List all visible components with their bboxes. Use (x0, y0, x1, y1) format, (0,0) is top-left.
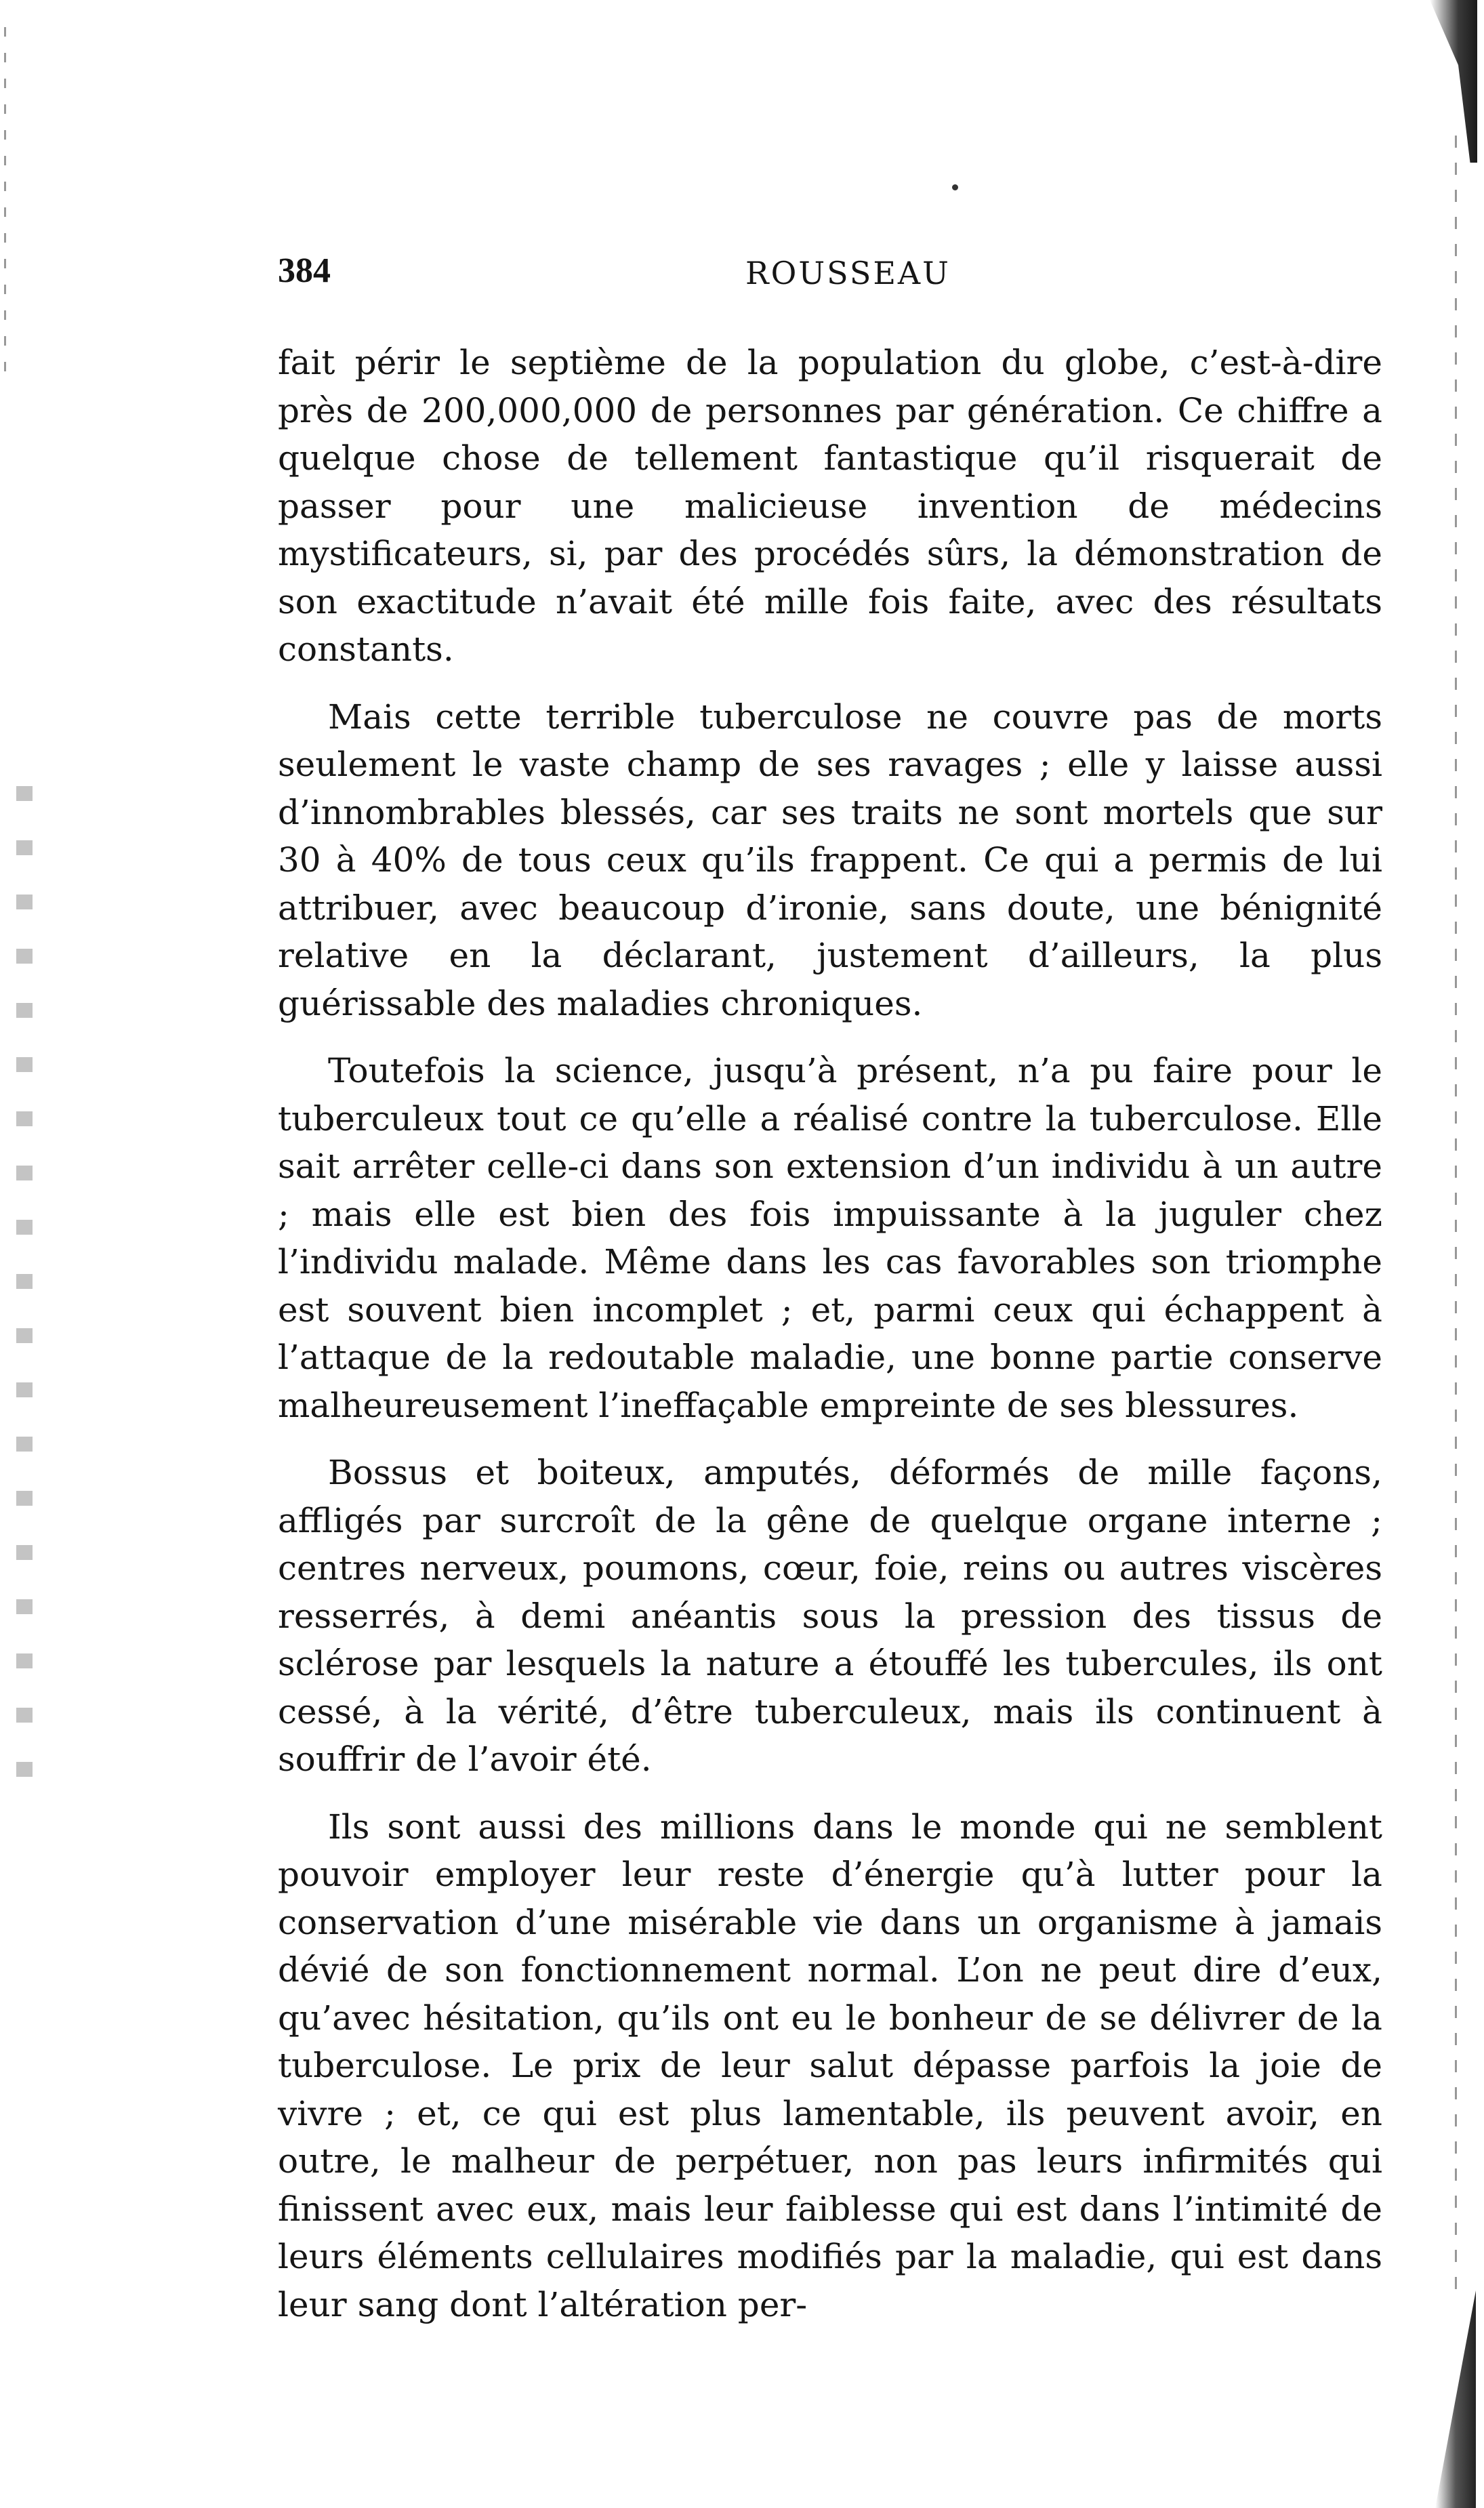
paragraph: Bossus et boiteux, amputés, déformés de mille façons, affligés par surcroît de la gêne de quelque organe interne ; centres nerveux, poumons, cœur, foie, reins ou autres viscères resserrés, à demi anéantis sous la pression des tissus de sclérose par lesquels la nature a étouffé les tubercules, ils ont cessé, à la vérité, d’être tuberculeux, mais ils continuent à souffrir de l’avoir été. (278, 1453, 1382, 1779)
page-edge-line (1455, 136, 1457, 2304)
paragraph: Ils sont aussi des millions dans le monde qui ne semblent pouvoir employer leur reste d’énergie qu’à lutter pour la conservation d’une misérable vie dans un organisme à jamais dévié de son fonctionnement normal. L’on ne peut dire d’eux, qu’avec hésitation, qu’ils ont eu le bonheur de se délivrer de la tuberculose. Le prix de leur salut dépasse parfois la joie de vivre ; et, ce qui est plus lamentable, ils peuvent avoir, en outre, le malheur de perpétuer, non pas leurs infirmités qui finissent avec eux, mais leur faiblesse qui est dans l’intimité de leurs éléments cellulaires modifiés par la maladie, qui est dans leur sang dont l’altération per- (278, 1807, 1382, 2324)
page-number: 384 (278, 251, 331, 290)
right-margin-scan-shadow (1420, 0, 1484, 2508)
bottom-corner-shadow (1435, 2290, 1476, 2508)
body-text (278, 339, 1382, 2348)
ink-speck (952, 184, 958, 190)
paragraph: Mais cette terrible tuberculose ne couvre pas de morts seulement le vaste champ de ses ravages ; elle y laisse aussi d’innombrables blessés, car ses traits ne sont mortels que sur 30 à 40% de tous ceux qu’ils frappent. Ce qui a permis de lui attribuer, avec beaucoup d’ironie, sans doute, une bénignité relative en la déclarant, justement d’ailleurs, la plus guérissable des maladies chroniques. (278, 697, 1382, 1023)
left-edge-marks (16, 786, 33, 1816)
left-edge-dashes (4, 27, 6, 379)
left-margin-scan-artifacts (0, 0, 47, 2508)
top-corner-shadow (1430, 0, 1477, 163)
page-header (278, 251, 1376, 305)
paragraph: Toutefois la science, jusqu’à présent, n’a pu faire pour le tuberculeux tout ce qu’elle a réalisé contre la tuberculose. Elle sait arrêter celle-ci dans son extension d’un individu à un autre ; mais elle est bien des fois impuissante à la juguler chez l’individu malade. Même dans les cas favorables son triomphe est souvent bien incomplet ; et, parmi ceux qui échappent à l’attaque de la redoutable maladie, une bonne partie conserve malheureusement l’ineffaçable empreinte de ses blessures. (278, 1051, 1382, 1425)
paragraph-continued: fait périr le septième de la population du globe, c’est-à-dire près de 200,000,000 de personnes par génération. Ce chiffre a quelque chose de tellement fantastique qu’il risquerait de passer pour une malicieuse invention de médecins mystificateurs, si, par des procédés sûrs, la démonstration de son exactitude n’avait été mille fois faite, avec des résultats constants. (278, 343, 1382, 669)
running-head: ROUSSEAU (745, 255, 951, 291)
